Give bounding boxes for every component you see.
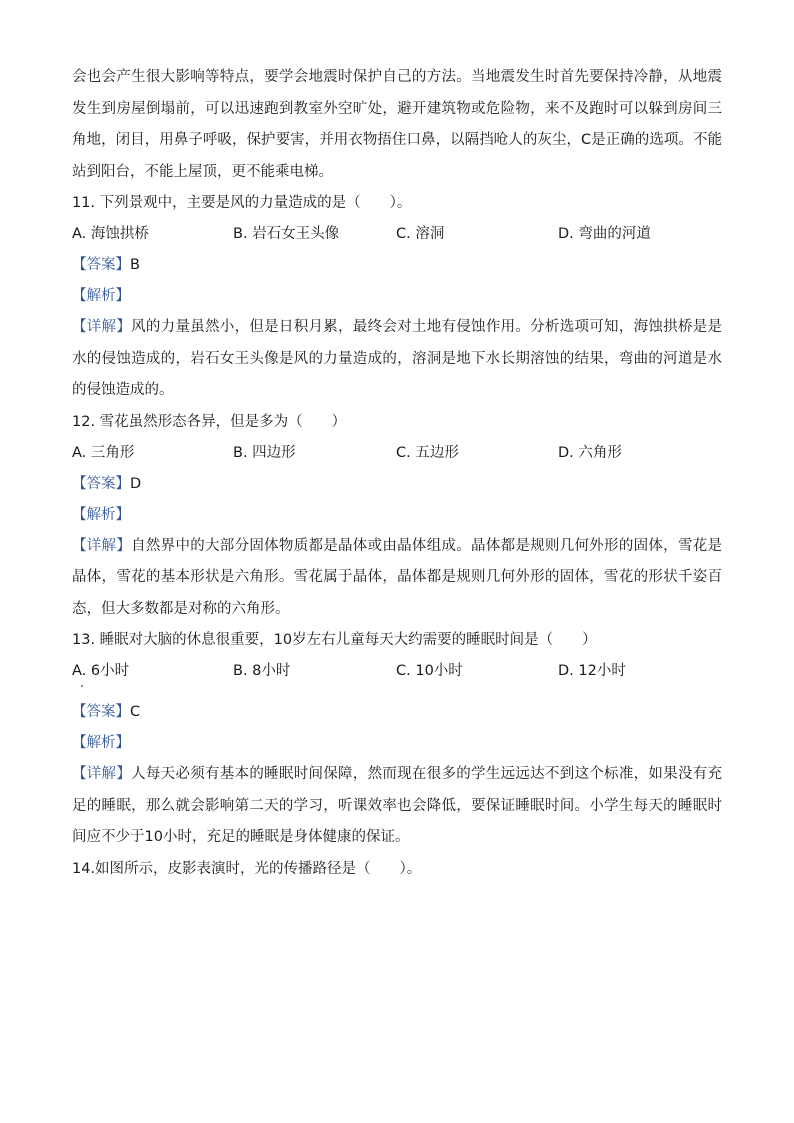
answer-tag: 【答案】 xyxy=(72,257,130,273)
question-13-options xyxy=(72,656,722,687)
analysis-tag: 【解析】 xyxy=(72,735,130,751)
q13-detail xyxy=(72,759,722,854)
q11-option-c: C. 溶洞 xyxy=(396,226,445,242)
q12-detail xyxy=(72,531,722,626)
detail-tag: 【详解】 xyxy=(72,766,132,782)
document-page xyxy=(72,62,722,885)
question-11-options xyxy=(72,219,722,250)
q13-answer xyxy=(72,697,722,728)
q13-option-d: D. 12小时 xyxy=(558,663,626,679)
question-14: 14.如图所示，皮影表演时，光的传播路径是（ ）。 xyxy=(72,860,422,877)
question-11: 11. 下列景观中，主要是风的力量造成的是（ ）。 xyxy=(72,195,412,211)
q11-answer xyxy=(72,250,722,281)
question-13: 13. 睡眠对大脑的休息很重要，10岁左右儿童每天大约需要的睡眠时间是（ ） xyxy=(72,632,597,648)
q11-detail-text: 风的力量虽然小，但是日积月累，最终会对土地有侵蚀作用。分析选项可知，海蚀拱桥是是水的侵蚀造成的，岩石女王头像是风的力量造成的，溶洞是地下水长期溶蚀的结果，弯曲的河道是水的侵蚀造成的。 xyxy=(72,319,723,398)
q11-option-a: A. 海蚀拱桥 xyxy=(72,226,149,242)
q12-option-d: D. 六角形 xyxy=(558,444,622,461)
q11-option-d: D. 弯曲的河道 xyxy=(558,226,651,242)
q12-analysis xyxy=(72,500,722,531)
question-12-options xyxy=(72,438,722,469)
stray-mark xyxy=(72,687,722,697)
q13-option-a: A. 6小时 xyxy=(72,663,130,679)
q12-option-a: A. 三角形 xyxy=(72,444,135,461)
intro-paragraph: 会也会产生很大影响等特点，要学会地震时保护自己的方法。当地震发生时首先要保持冷静，从地震发生到房屋倒塌前，可以迅速跑到教室外空旷处，避开建筑物或危险物，来不及跑时可以躲到房间三角地，闭目，用鼻子呼吸，保护要害，并用衣物捂住口鼻，以隔挡呛人的灰尘，C是正确的选项。不能站到阳台，不能上屋顶，更不能乘电梯。 xyxy=(72,69,722,180)
detail-tag: 【详解】 xyxy=(72,319,132,335)
answer-tag: 【答案】 xyxy=(72,704,130,720)
q13-detail-text: 人每天必须有基本的睡眠时间保障，然而现在很多的学生远远达不到这个标准，如果没有充足的睡眠，那么就会影响第二天的学习，听课效率也会降低，要保证睡眠时间。小学生每天的睡眠时间应不少于10小时，充足的睡眠是身体健康的保证。 xyxy=(72,766,723,845)
analysis-tag: 【解析】 xyxy=(72,288,130,304)
q13-answer-value: C xyxy=(130,704,141,720)
analysis-tag: 【解析】 xyxy=(72,506,130,523)
answer-tag: 【答案】 xyxy=(72,475,130,492)
q12-answer-value: D xyxy=(130,475,142,492)
q12-answer xyxy=(72,469,722,500)
q13-option-c: C. 10小时 xyxy=(396,663,463,679)
question-12: 12. 雪花虽然形态各异，但是多为（ ） xyxy=(72,413,347,430)
q12-option-c: C. 五边形 xyxy=(396,444,459,461)
q11-option-b: B. 岩石女王头像 xyxy=(233,226,340,242)
q12-option-b: B. 四边形 xyxy=(233,444,296,461)
q11-analysis xyxy=(72,281,722,312)
q13-option-b: B. 8小时 xyxy=(233,663,291,679)
q12-detail-text: 自然界中的大部分固体物质都是晶体或由晶体组成。晶体都是规则几何外形的固体，雪花是晶体，雪花的基本形状是六角形。雪花属于晶体，晶体都是规则几何外形的固体，雪花的形状千姿百态，但大多数都是对称的六角形。 xyxy=(72,537,723,617)
q13-analysis xyxy=(72,728,722,759)
q11-answer-value: B xyxy=(130,257,140,273)
q11-detail xyxy=(72,312,722,407)
detail-tag: 【详解】 xyxy=(72,537,132,554)
